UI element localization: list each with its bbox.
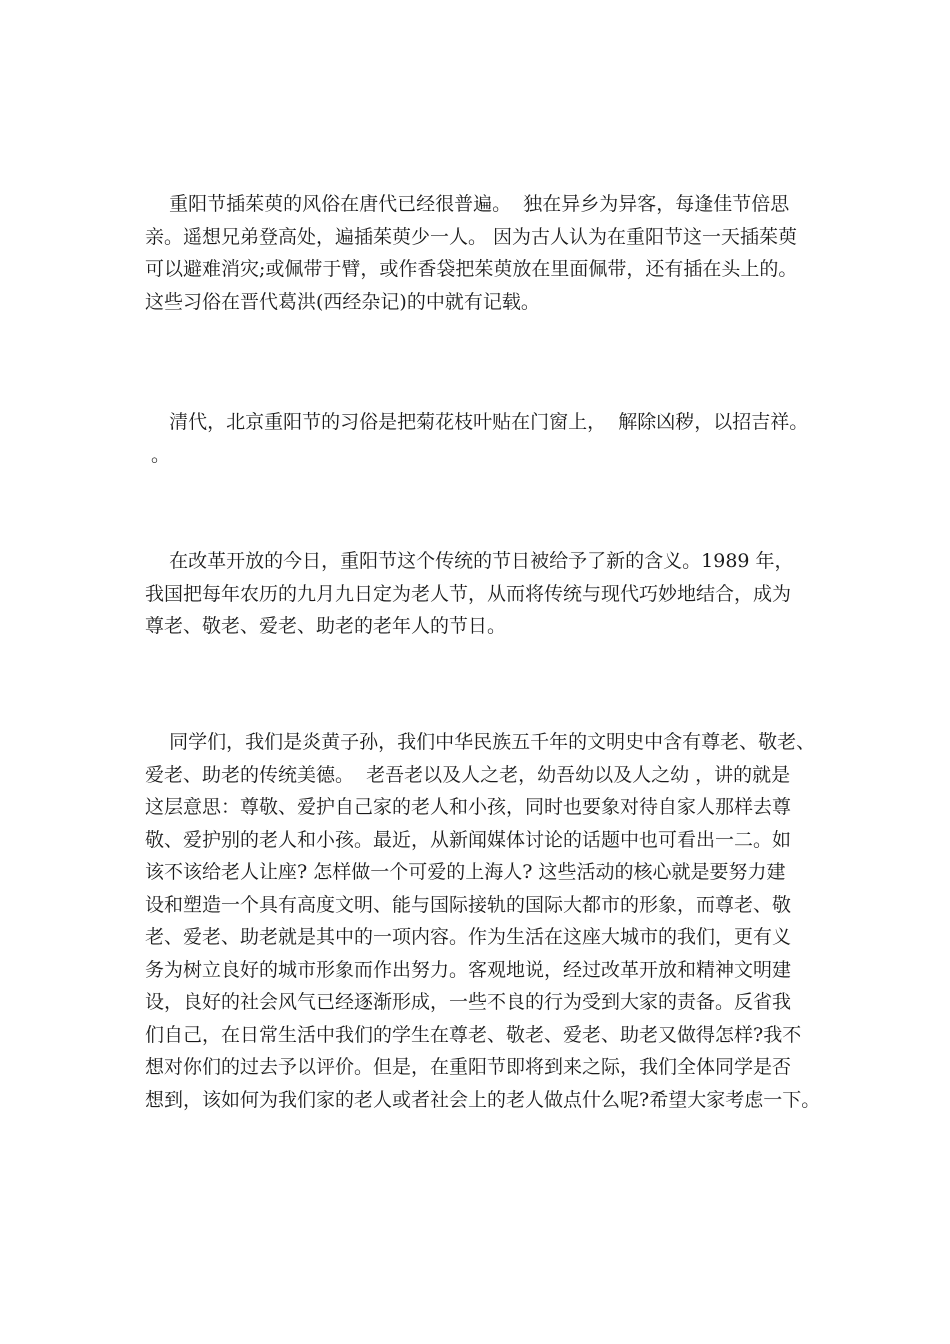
paragraph-elderly-day xyxy=(145,545,794,643)
text-line: 务为树立良好的城市形象而作出努力。客观地说，经过改革开放和精神文明建 xyxy=(145,958,792,981)
text-line: 我国把每年农历的九月九日定为老人节，从而将传统与现代巧妙地结合，成为 xyxy=(145,582,792,605)
text-line: 这层意思：尊敬、爱护自己家的老人和小孩，同时也要象对待自家人那样去尊 xyxy=(145,796,792,818)
text-line: 设，良好的社会风气已经逐渐形成，一些不良的行为受到大家的责备。反省我 xyxy=(145,991,792,1013)
text-line: 这些习俗在晋代葛洪(西经杂记)的中就有记载。 xyxy=(145,290,540,313)
text-line: 该不该给老人让座? 怎样做一个可爱的上海人? 这些活动的核心就是要努力建 xyxy=(145,861,786,883)
text-line: 尊老、敬老、爱老、助老的老年人的节日。 xyxy=(145,615,507,637)
text-line: 可以避难消灾;或佩带于臂，或作香袋把茱萸放在里面佩带，还有插在头上的。 xyxy=(145,258,798,280)
paragraph-respect-elders xyxy=(145,726,820,1116)
text-line: 同学们，我们是炎黄子孙，我们中华民族五千年的文明史中含有尊老、敬老、 xyxy=(145,731,816,753)
text-line: 爱老、助老的传统美德。 老吾老以及人之老，幼吾幼以及人之幼 ，讲的就是 xyxy=(145,763,791,786)
text-line: 亲。遥想兄弟登高处，遍插茱萸少一人。 因为古人认为在重阳节这一天插茱萸 xyxy=(145,225,798,248)
text-line: 清代，北京重阳节的习俗是把菊花枝叶贴在门窗上， 解除凶秽，以招吉祥。 xyxy=(145,411,809,433)
text-line: 敬、爱护别的老人和小孩。最近，从新闻媒体讨论的话题中也可看出一二。如 xyxy=(145,828,792,851)
text-line: 想对你们的过去予以评价。但是，在重阳节即将到来之际，我们全体同学是否 xyxy=(145,1056,792,1078)
text-line: 老、爱老、助老就是其中的一项内容。作为生活在这座大城市的我们，更有义 xyxy=(145,926,792,948)
text-line: 。 xyxy=(145,443,171,466)
text-line: 重阳节插茱萸的风俗在唐代已经很普遍。 独在异乡为异客，每逢佳节倍思 xyxy=(145,193,790,215)
text-line: 设和塑造一个具有高度文明、能与国际接轨的国际大都市的形象，而尊老、敬 xyxy=(145,893,792,916)
text-line: 们自己，在日常生活中我们的学生在尊老、敬老、爱老、助老又做得怎样?我不 xyxy=(145,1023,802,1046)
text-line: 想到，该如何为我们家的老人或者社会上的老人做点什么呢?希望大家考虑一下。 xyxy=(145,1088,821,1111)
text-line: 在改革开放的今日，重阳节这个传统的节日被给予了新的含义。1989 年， xyxy=(145,550,794,572)
paragraph-qing-dynasty-custom xyxy=(145,406,808,471)
paragraph-chongyang-zhuyu-custom xyxy=(145,188,797,318)
